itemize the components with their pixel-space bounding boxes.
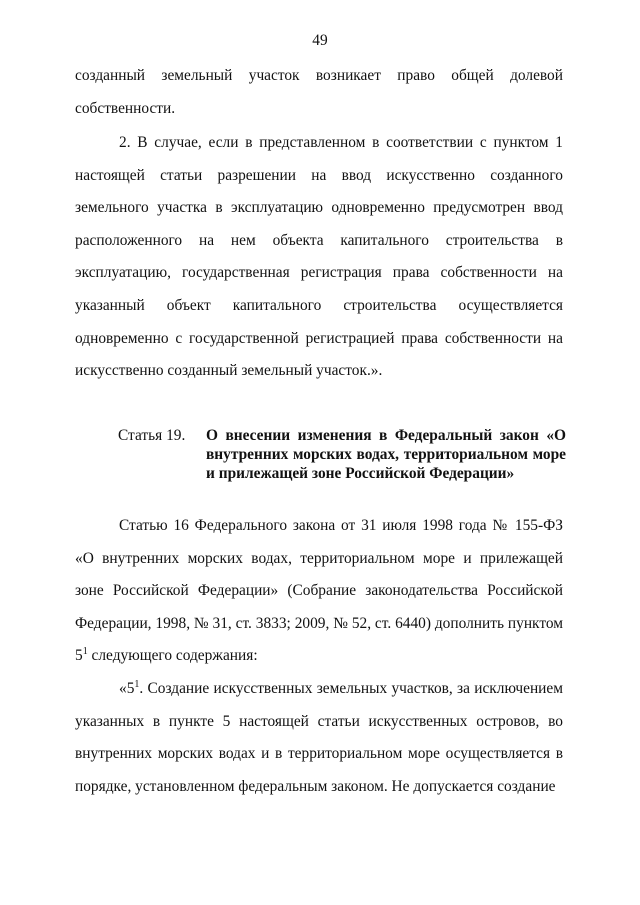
article-number: Статья 19. xyxy=(118,427,186,444)
paragraph-item-2: 2. В случае, если в представленном в соответствии с пунктом 1 настоящей статьи разрешении на ввод искусственно созданного земельного участка в эксплуатацию одновременно предусмотрен ввод расположенного на нем объекта капитального строительства в эксплуатацию, государственная регистрация права собственности на указанный объект капитального строительства осуществляется одновременно с государственной регистрацией права собственности на искусственно созданный земельный участок.». xyxy=(75,134,563,380)
superscript: 1 xyxy=(82,646,88,658)
paragraph-new-item xyxy=(75,673,563,803)
amendment-tail: следующего содержания: xyxy=(87,647,258,665)
new-item-prefix: «5 xyxy=(119,680,135,697)
article-title-line-3: и прилежащей зоне Российской Федерации» xyxy=(206,465,515,482)
amendment-text: Статью 16 Федерального закона от 31 июля 1998 года № 155-ФЗ «О внутренних морских водах, территориальном море и прилежащей зоне Российской Федерации» (Собрание законодательства Российской Федерации, 1998, № 31, ст. 3833; 2009, № 52, ст. 6440) дополнить пунктом 5 xyxy=(75,517,563,665)
page-number: 49 xyxy=(312,32,328,49)
article-title xyxy=(206,426,566,483)
article-title-line-1: О внесении изменения в Федеральный закон «О xyxy=(206,427,566,444)
superscript: 1 xyxy=(134,678,140,690)
paragraph-amendment xyxy=(75,510,563,673)
paragraph-continuation: созданный земельный участок возникает право общей долевой собственности. xyxy=(75,67,563,117)
new-item-text: . Создание искусственных земельных участков, за исключением указанных в пункте 5 настоящей статьи искусственных островов, во внутренних морских водах и в территориальном море осуществляется в порядке, установленном федеральным законом. Не допускается создание xyxy=(75,680,563,795)
article-title-line-2: внутренних морских водах, территориальном море xyxy=(206,446,566,463)
